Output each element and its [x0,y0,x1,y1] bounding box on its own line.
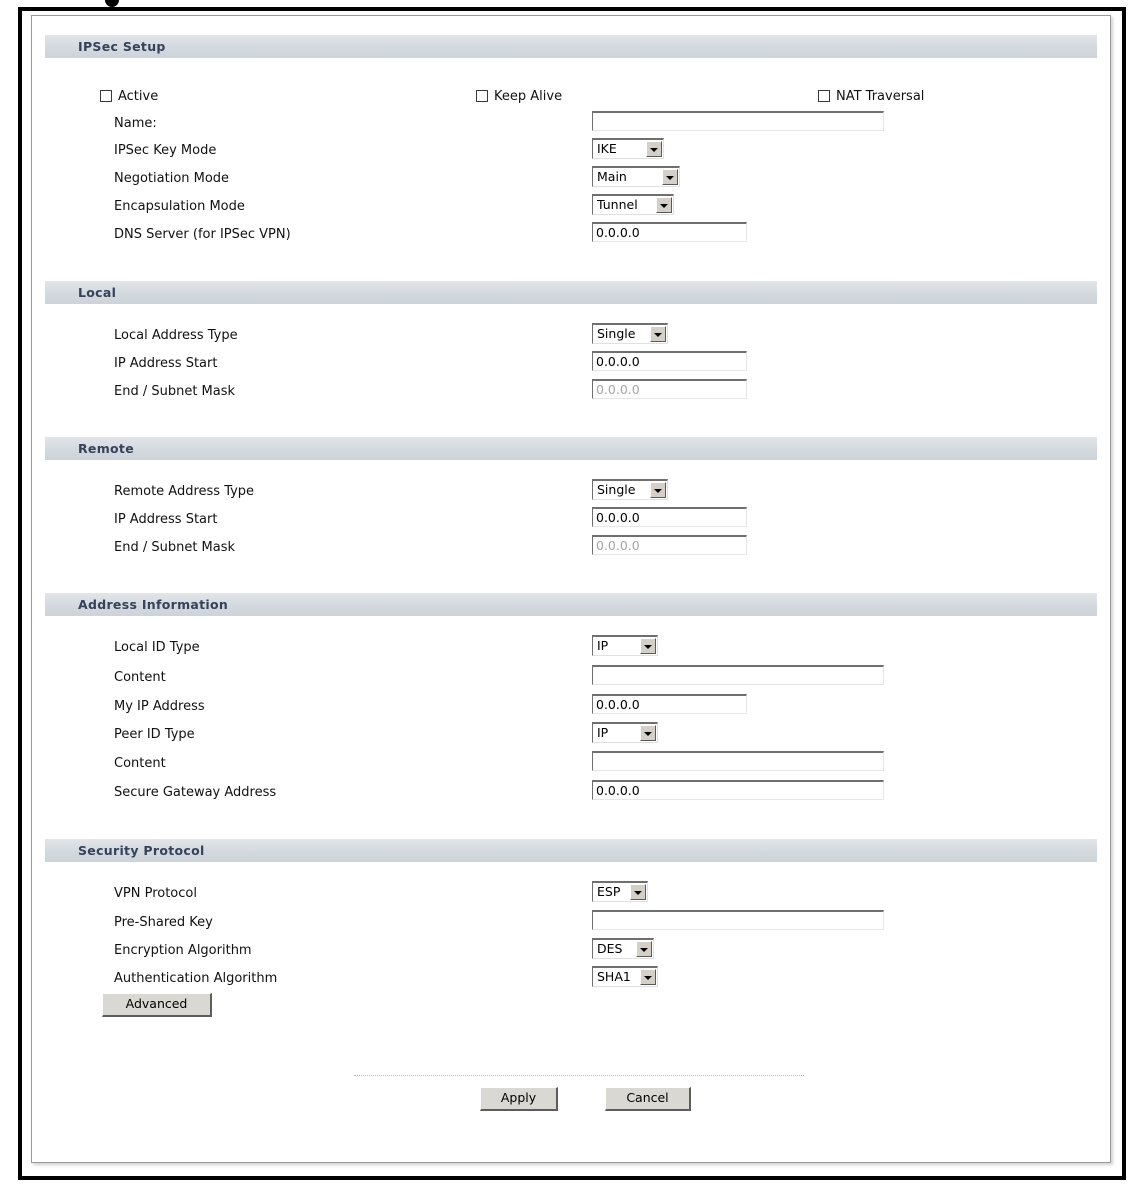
label-local-end-subnet-mask: End / Subnet Mask [114,384,236,399]
chevron-down-icon[interactable] [650,326,666,342]
section-title-address-information: Address Information [78,597,229,612]
chevron-down-icon[interactable] [662,169,678,185]
frame-bottom-rule [18,1176,1126,1180]
section-title-local: Local [78,285,117,300]
section-header-address-information [45,593,1097,617]
label-local-ip-address-start: IP Address Start [114,356,218,371]
label-secure-gateway-address: Secure Gateway Address [114,785,277,800]
section-title-security-protocol: Security Protocol [78,843,205,858]
select-encryption-algorithm-value: DES [597,941,623,956]
section-header-security-protocol [45,839,1097,863]
section-title-remote: Remote [78,441,134,456]
label-negotiation-mode: Negotiation Mode [114,171,230,186]
label-remote-ip-address-start: IP Address Start [114,512,218,527]
input-local-end-subnet-mask[interactable]: 0.0.0.0 [592,379,747,399]
label-encapsulation-mode: Encapsulation Mode [114,199,245,214]
section-header-ipsec-setup [45,35,1097,59]
chevron-down-icon[interactable] [630,884,646,900]
select-authentication-algorithm-value: SHA1 [597,969,631,984]
input-dns-server[interactable]: 0.0.0.0 [592,222,747,242]
input-local-ip-address-start[interactable]: 0.0.0.0 [592,351,747,371]
label-dns-server: DNS Server (for IPSec VPN) [114,227,291,242]
configuration-panel [31,15,1111,1163]
select-ipsec-key-mode-value: IKE [597,141,617,156]
apply-button[interactable]: Apply [480,1087,558,1111]
footer-separator [354,1075,804,1076]
input-my-ip-address[interactable]: 0.0.0.0 [592,694,747,714]
advanced-button[interactable]: Advanced [102,993,212,1017]
label-my-ip-address: My IP Address [114,699,205,714]
select-encryption-algorithm[interactable] [592,938,654,959]
chevron-down-icon[interactable] [650,482,666,498]
label-pre-shared-key: Pre-Shared Key [114,915,213,930]
select-encapsulation-mode[interactable] [592,194,674,215]
frame-left-rule [18,7,22,1180]
input-peer-id-content[interactable] [592,751,884,771]
label-remote-end-subnet-mask: End / Subnet Mask [114,540,236,555]
input-remote-end-subnet-mask[interactable]: 0.0.0.0 [592,535,747,555]
chevron-down-icon[interactable] [636,941,652,957]
figure-caption-bullet-artifact [105,0,119,7]
input-secure-gateway-address[interactable]: 0.0.0.0 [592,780,884,800]
input-name[interactable] [592,111,884,131]
checkbox-keep-alive-box[interactable] [476,90,488,102]
label-ipsec-key-mode: IPSec Key Mode [114,143,217,158]
label-local-id-content: Content [114,670,166,685]
select-local-address-type-value: Single [597,326,636,341]
checkbox-nat-traversal-box[interactable] [818,90,830,102]
chevron-down-icon[interactable] [640,969,656,985]
section-header-remote [45,437,1097,461]
select-negotiation-mode[interactable] [592,166,680,187]
cancel-button[interactable]: Cancel [605,1087,691,1111]
label-local-id-type: Local ID Type [114,640,200,655]
frame-right-rule [1122,7,1126,1180]
label-local-address-type: Local Address Type [114,328,238,343]
select-peer-id-type[interactable] [592,722,658,743]
chevron-down-icon[interactable] [656,197,672,213]
chevron-down-icon[interactable] [646,141,662,157]
label-peer-id-type: Peer ID Type [114,727,195,742]
input-remote-ip-address-start[interactable]: 0.0.0.0 [592,507,747,527]
chevron-down-icon[interactable] [640,725,656,741]
frame-top-rule [18,7,1126,11]
select-authentication-algorithm[interactable] [592,966,658,987]
select-remote-address-type-value: Single [597,482,636,497]
section-title-ipsec-setup: IPSec Setup [78,39,166,54]
select-vpn-protocol-value: ESP [597,884,621,899]
select-ipsec-key-mode[interactable] [592,138,664,159]
select-negotiation-mode-value: Main [597,169,627,184]
label-authentication-algorithm: Authentication Algorithm [114,971,278,986]
label-encryption-algorithm: Encryption Algorithm [114,943,252,958]
input-pre-shared-key[interactable] [592,910,884,930]
label-vpn-protocol: VPN Protocol [114,886,197,901]
select-encapsulation-mode-value: Tunnel [597,197,638,212]
chevron-down-icon[interactable] [640,638,656,654]
input-local-id-content[interactable] [592,665,884,685]
checkbox-nat-traversal-label: NAT Traversal [836,89,925,104]
select-vpn-protocol[interactable] [592,881,648,902]
label-remote-address-type: Remote Address Type [114,484,255,499]
select-local-id-type[interactable] [592,635,658,656]
select-local-id-type-value: IP [597,638,609,653]
select-local-address-type[interactable] [592,323,668,344]
select-peer-id-type-value: IP [597,725,609,740]
checkbox-active-box[interactable] [100,90,112,102]
section-header-local [45,281,1097,305]
select-remote-address-type[interactable] [592,479,668,500]
label-peer-id-content: Content [114,756,166,771]
checkbox-keep-alive-label: Keep Alive [494,89,563,104]
checkbox-active-label: Active [118,89,159,104]
label-name: Name: [114,116,157,131]
